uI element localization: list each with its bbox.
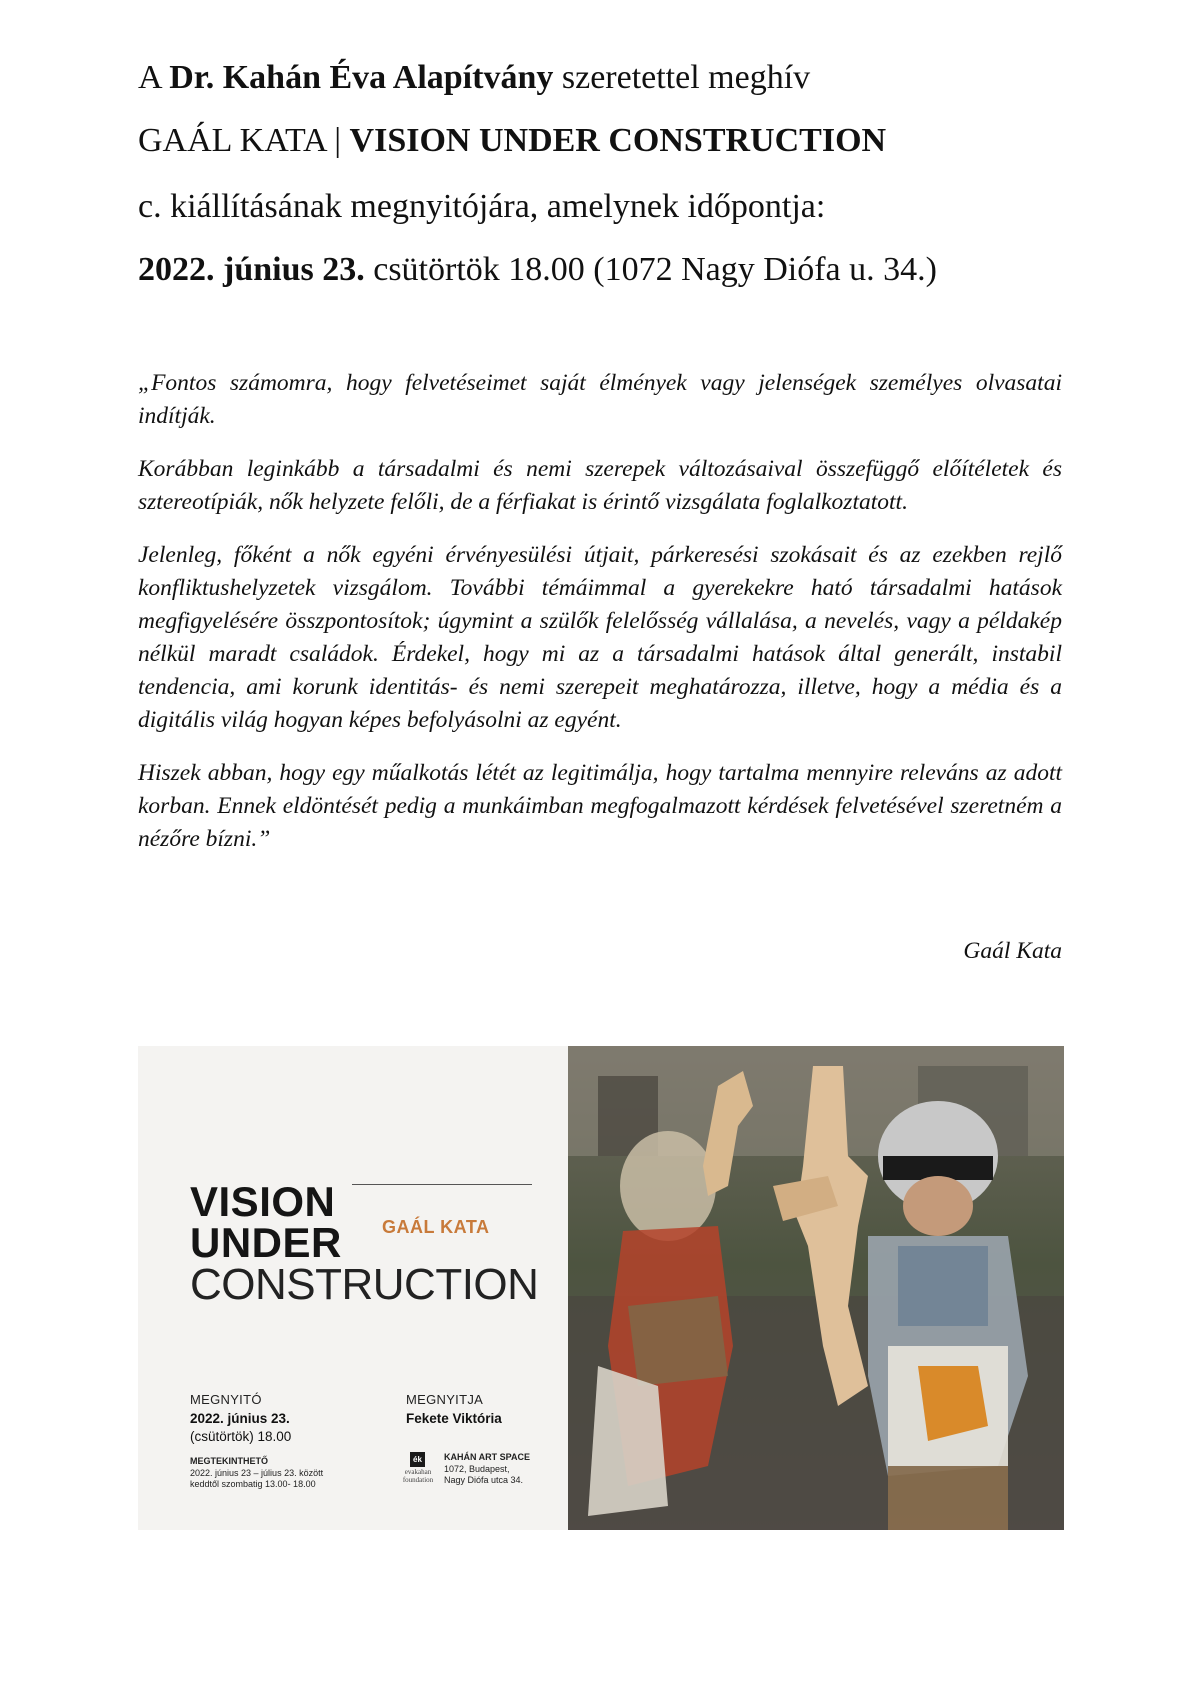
foundation-logo-text <box>402 1468 434 1484</box>
venue-address-line-1: 1072, Budapest, <box>444 1464 510 1474</box>
opened-by-label: MEGNYITJA <box>406 1392 484 1407</box>
viewable-hours: keddtől szombatig 13.00- 18.00 <box>190 1479 316 1489</box>
poster-title-line-1: VISION <box>190 1178 336 1225</box>
poster-title-line-2: UNDER <box>190 1219 342 1266</box>
title-divider <box>352 1184 532 1185</box>
opened-by-name: Fekete Viktória <box>406 1411 502 1426</box>
invite-suffix: szeretettel meghív <box>553 59 811 96</box>
opening-time: (csütörtök) 18.00 <box>190 1429 292 1444</box>
invitation-line-4 <box>138 250 1098 290</box>
venue-name: KAHÁN ART SPACE <box>444 1452 531 1462</box>
foundation-name: Dr. Kahán Éva Alapítvány <box>169 59 554 96</box>
venue-address-line-2: Nagy Diófa utca 34. <box>444 1475 524 1485</box>
opening-time-address: csütörtök 18.00 (1072 Nagy Diófa u. 34.) <box>364 251 937 288</box>
exhibition-title-header: VISION UNDER CONSTRUCTION <box>349 122 887 159</box>
invitation-line-2 <box>138 121 1098 161</box>
statement-paragraph: Hiszek abban, hogy egy műalkotás létét az legitimálja, hogy tartalma mennyire releváns az adott korban. Ennek eldöntését pedig a munkáimban megfogalmazott kérdések felvetésével szeretném a nézőre bízni.” <box>138 760 1062 852</box>
foundation-logo-mark: ék <box>410 1452 425 1467</box>
opening-date: 2022. június 23. <box>190 1411 290 1426</box>
invite-prefix: A <box>138 59 170 96</box>
poster-title-line-3: CONSTRUCTION <box>190 1260 539 1309</box>
statement-signature: Gaál Kata <box>963 938 1062 964</box>
statement-paragraph: Korábban leginkább a társadalmi és nemi szerepek változásaival összefüggő előítéletek és sztereotípiák, nők helyzete felőli, de a férfiakat is érintő vizsgálata foglalkoztatott. <box>138 456 1062 515</box>
statement-paragraph: „Fontos számomra, hogy felvetéseimet saját élmények vagy jelenségek személyes olvasatai indítják. <box>138 370 1062 429</box>
poster-artist-name: GAÁL KATA <box>382 1217 490 1237</box>
artist-statement <box>138 367 1062 876</box>
artwork-image <box>568 1046 1064 1530</box>
viewable-label: MEGTEKINTHETŐ <box>190 1456 268 1466</box>
opening-label: MEGNYITÓ <box>190 1392 262 1407</box>
logo-line-1: evakahan <box>404 1468 432 1476</box>
exhibition-poster <box>138 1046 1064 1530</box>
invitation-line-1 <box>138 58 1098 98</box>
logo-line-2: foundation <box>402 1476 434 1484</box>
opening-date-header: 2022. június 23. <box>138 251 365 288</box>
viewable-dates: 2022. június 23 – július 23. között <box>190 1468 324 1478</box>
poster-text-panel <box>138 1046 578 1530</box>
statement-paragraph: Jelenleg, főként a nők egyéni érvényesülési útjait, párkeresési szokásait és az ezekben rejlő konfliktushelyzetek vizsgálom. További témáimmal a gyerekekre ható társadalmi hatások megfigyelésére összpontosítok; úgymint a szülők felelősség vállalása, a nevelés, vagy a példakép nélkül maradt családok. Érdekel, hogy mi az a társadalmi hatások által generált, instabil tendencia, ami korunk identitás- és nemi szerepeit meghatározza, illetve, hogy a média és a digitális világ hogyan képes befolyásolni az egyént. <box>138 542 1062 733</box>
artist-name-header: GAÁL KATA | <box>138 122 350 159</box>
invitation-line-3: c. kiállításának megnyitójára, amelynek időpontja: <box>138 188 826 225</box>
